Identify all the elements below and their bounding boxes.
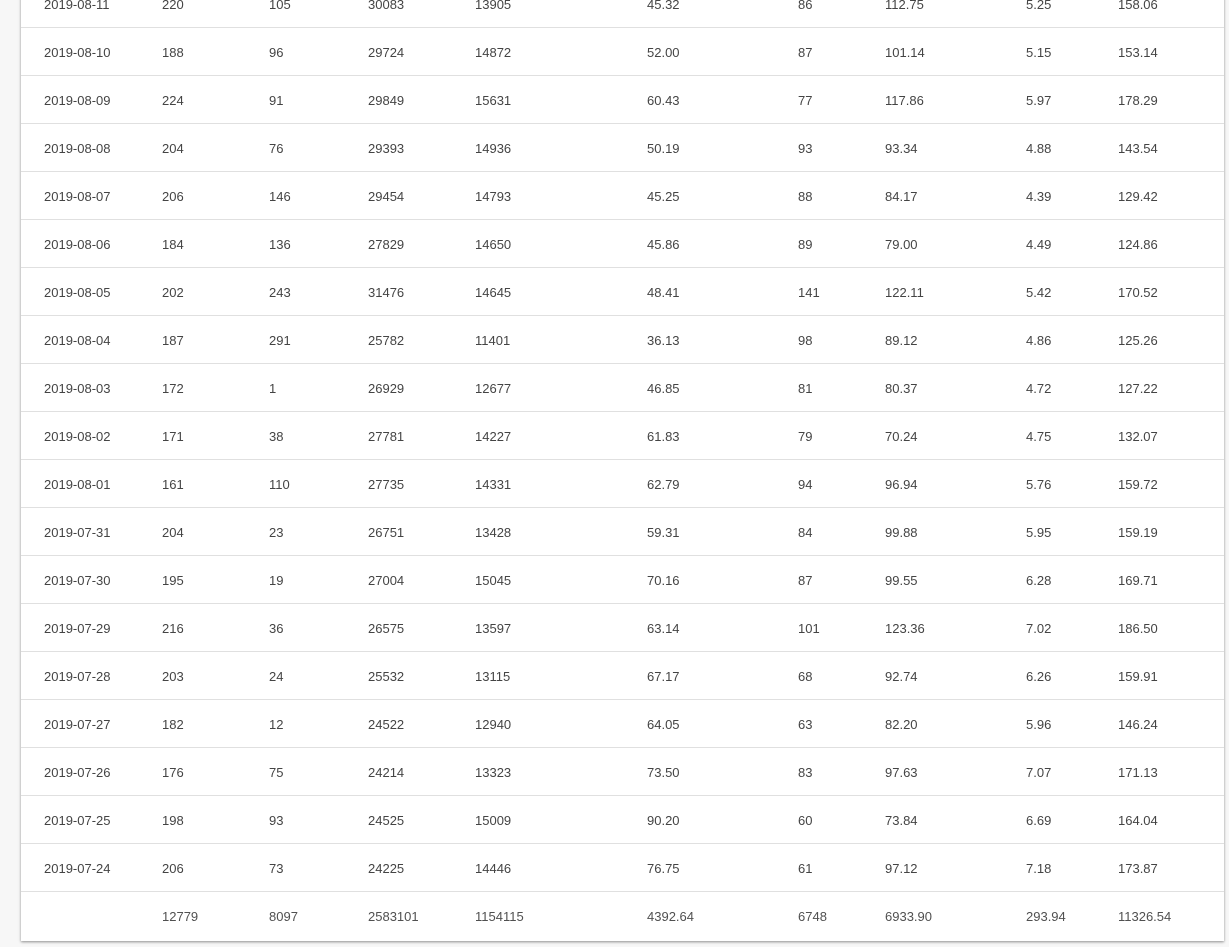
total-cell: 1154115 xyxy=(475,909,524,924)
table-row xyxy=(21,269,1224,316)
table-cell: 52.00 xyxy=(647,45,680,60)
table-cell: 75 xyxy=(269,765,284,780)
table-cell: 164.04 xyxy=(1118,813,1158,828)
date-cell: 2019-08-04 xyxy=(44,333,111,348)
table-cell: 63 xyxy=(798,717,813,732)
table-cell: 88 xyxy=(798,189,813,204)
table-cell: 90.20 xyxy=(647,813,680,828)
table-cell: 73 xyxy=(269,861,284,876)
date-cell: 2019-08-01 xyxy=(44,477,111,492)
table-cell: 27829 xyxy=(368,237,405,252)
table-cell: 203 xyxy=(162,669,184,684)
table-row xyxy=(21,701,1224,748)
table-cell: 26575 xyxy=(368,621,405,636)
table-cell: 132.07 xyxy=(1118,429,1158,444)
table-cell: 31476 xyxy=(368,285,405,300)
table-cell: 38 xyxy=(269,429,284,444)
date-cell: 2019-08-08 xyxy=(44,141,111,156)
table-cell: 198 xyxy=(162,813,184,828)
table-cell: 204 xyxy=(162,141,184,156)
table-cell: 26929 xyxy=(368,381,405,396)
total-cell: 8097 xyxy=(269,909,298,924)
table-cell: 84.17 xyxy=(885,189,918,204)
table-cell: 5.97 xyxy=(1026,93,1052,108)
table-cell: 29849 xyxy=(368,93,405,108)
table-cell: 30083 xyxy=(368,0,405,12)
table-cell: 27735 xyxy=(368,477,405,492)
table-cell: 89 xyxy=(798,237,813,252)
date-cell: 2019-08-09 xyxy=(44,93,111,108)
table-cell: 105 xyxy=(269,0,291,12)
table-row xyxy=(21,605,1224,652)
table-cell: 45.32 xyxy=(647,0,680,12)
table-row xyxy=(21,413,1224,460)
table-cell: 117.86 xyxy=(885,93,924,108)
table-cell: 99.88 xyxy=(885,525,918,540)
table-cell: 45.25 xyxy=(647,189,680,204)
table-cell: 73.50 xyxy=(647,765,680,780)
table-cell: 176 xyxy=(162,765,184,780)
table-cell: 4.75 xyxy=(1026,429,1052,444)
table-cell: 153.14 xyxy=(1118,45,1158,60)
table-cell: 50.19 xyxy=(647,141,680,156)
table-cell: 81 xyxy=(798,381,813,396)
table-cell: 178.29 xyxy=(1118,93,1158,108)
table-cell: 170.52 xyxy=(1118,285,1158,300)
table-cell: 46.85 xyxy=(647,381,680,396)
table-cell: 5.95 xyxy=(1026,525,1052,540)
date-cell: 2019-07-26 xyxy=(44,765,111,780)
table-cell: 220 xyxy=(162,0,184,12)
table-cell: 97.63 xyxy=(885,765,918,780)
table-cell: 14446 xyxy=(475,861,512,876)
table-cell: 97.12 xyxy=(885,861,918,876)
table-row xyxy=(21,509,1224,556)
table-cell: 123.36 xyxy=(885,621,925,636)
table-cell: 25782 xyxy=(368,333,405,348)
table-row xyxy=(21,317,1224,364)
table-cell: 15009 xyxy=(475,813,512,828)
table-cell: 13428 xyxy=(475,525,512,540)
table-cell: 7.18 xyxy=(1026,861,1052,876)
table-row xyxy=(21,557,1224,604)
table-cell: 187 xyxy=(162,333,184,348)
table-cell: 63.14 xyxy=(647,621,680,636)
table-cell: 4.39 xyxy=(1026,189,1052,204)
table-cell: 27004 xyxy=(368,573,405,588)
table-cell: 1 xyxy=(269,381,277,396)
table-cell: 64.05 xyxy=(647,717,680,732)
table-cell: 79 xyxy=(798,429,813,444)
table-cell: 61 xyxy=(798,861,813,876)
table-cell: 13115 xyxy=(475,669,511,684)
table-cell: 98 xyxy=(798,333,813,348)
table-cell: 73.84 xyxy=(885,813,918,828)
table-cell: 11401 xyxy=(475,333,511,348)
table-cell: 48.41 xyxy=(647,285,680,300)
table-cell: 93 xyxy=(798,141,813,156)
table-cell: 6.26 xyxy=(1026,669,1052,684)
table-row xyxy=(21,77,1224,124)
table-cell: 76 xyxy=(269,141,284,156)
table-cell: 7.07 xyxy=(1026,765,1052,780)
table-cell: 60 xyxy=(798,813,813,828)
table-cell: 110 xyxy=(269,477,290,492)
table-cell: 13905 xyxy=(475,0,512,12)
table-cell: 59.31 xyxy=(647,525,680,540)
table-cell: 206 xyxy=(162,189,184,204)
table-cell: 5.42 xyxy=(1026,285,1052,300)
total-cell: 6933.90 xyxy=(885,909,932,924)
table-cell: 184 xyxy=(162,237,184,252)
table-cell: 91 xyxy=(269,93,284,108)
table-cell: 77 xyxy=(798,93,813,108)
table-cell: 25532 xyxy=(368,669,405,684)
table-cell: 87 xyxy=(798,573,813,588)
table-row xyxy=(21,0,1224,28)
table-row xyxy=(21,221,1224,268)
table-cell: 29393 xyxy=(368,141,405,156)
total-cell: 4392.64 xyxy=(647,909,694,924)
total-cell: 11326.54 xyxy=(1118,909,1172,924)
table-cell: 92.74 xyxy=(885,669,918,684)
table-cell: 158.06 xyxy=(1118,0,1158,12)
table-cell: 101 xyxy=(798,621,820,636)
table-cell: 27781 xyxy=(368,429,405,444)
table-row xyxy=(21,29,1224,76)
table-cell: 206 xyxy=(162,861,184,876)
table-cell: 4.49 xyxy=(1026,237,1052,252)
table-cell: 172 xyxy=(162,381,184,396)
table-cell: 4.88 xyxy=(1026,141,1052,156)
table-cell: 6.69 xyxy=(1026,813,1052,828)
table-cell: 96.94 xyxy=(885,477,918,492)
table-cell: 36.13 xyxy=(647,333,680,348)
table-cell: 89.12 xyxy=(885,333,918,348)
table-cell: 23 xyxy=(269,525,284,540)
date-cell: 2019-08-02 xyxy=(44,429,111,444)
table-cell: 159.91 xyxy=(1118,669,1158,684)
table-cell: 5.15 xyxy=(1026,45,1052,60)
total-cell: 12779 xyxy=(162,909,199,924)
date-cell: 2019-08-06 xyxy=(44,237,111,252)
table-cell: 169.71 xyxy=(1118,573,1158,588)
table-cell: 171 xyxy=(162,429,184,444)
table-cell: 5.25 xyxy=(1026,0,1052,12)
table-row xyxy=(21,365,1224,412)
total-cell: 293.94 xyxy=(1026,909,1066,924)
table-cell: 186.50 xyxy=(1118,621,1158,636)
table-cell: 86 xyxy=(798,0,813,12)
table-cell: 24 xyxy=(269,669,284,684)
table-cell: 243 xyxy=(269,285,291,300)
table-cell: 188 xyxy=(162,45,184,60)
table-cell: 202 xyxy=(162,285,184,300)
table-cell: 14872 xyxy=(475,45,512,60)
table-cell: 4.72 xyxy=(1026,381,1052,396)
table-cell: 141 xyxy=(798,285,820,300)
table-row xyxy=(21,653,1224,700)
table-cell: 15631 xyxy=(475,93,512,108)
table-row xyxy=(21,797,1224,844)
table-cell: 24214 xyxy=(368,765,405,780)
table-cell: 84 xyxy=(798,525,813,540)
table-cell: 67.17 xyxy=(647,669,680,684)
table-cell: 19 xyxy=(269,573,284,588)
table-row xyxy=(21,173,1224,220)
table-cell: 60.43 xyxy=(647,93,680,108)
table-cell: 24522 xyxy=(368,717,405,732)
table-cell: 5.96 xyxy=(1026,717,1052,732)
table-cell: 62.79 xyxy=(647,477,680,492)
date-cell: 2019-07-30 xyxy=(44,573,111,588)
table-cell: 45.86 xyxy=(647,237,680,252)
table-row xyxy=(21,749,1224,796)
date-cell: 2019-07-27 xyxy=(44,717,111,732)
table-cell: 125.26 xyxy=(1118,333,1158,348)
table-cell: 94 xyxy=(798,477,813,492)
table-cell: 61.83 xyxy=(647,429,680,444)
table-cell: 182 xyxy=(162,717,184,732)
table-cell: 143.54 xyxy=(1118,141,1158,156)
table-cell: 6.28 xyxy=(1026,573,1052,588)
table-cell: 195 xyxy=(162,573,184,588)
table-cell: 224 xyxy=(162,93,184,108)
table-cell: 173.87 xyxy=(1118,861,1158,876)
date-cell: 2019-07-24 xyxy=(44,861,111,876)
table-cell: 124.86 xyxy=(1118,237,1158,252)
table-cell: 127.22 xyxy=(1118,381,1158,396)
table-cell: 146 xyxy=(269,189,291,204)
table-totals-row xyxy=(21,893,1224,940)
table-cell: 171.13 xyxy=(1118,765,1158,780)
date-cell: 2019-07-25 xyxy=(44,813,111,828)
table-cell: 204 xyxy=(162,525,184,540)
table-cell: 70.16 xyxy=(647,573,680,588)
date-cell: 2019-08-03 xyxy=(44,381,111,396)
table-cell: 82.20 xyxy=(885,717,918,732)
date-cell: 2019-08-11 xyxy=(44,0,110,12)
table-cell: 161 xyxy=(162,477,184,492)
table-cell: 14793 xyxy=(475,189,512,204)
table-cell: 70.24 xyxy=(885,429,918,444)
table-cell: 129.42 xyxy=(1118,189,1158,204)
table-cell: 159.19 xyxy=(1118,525,1158,540)
table-cell: 12 xyxy=(269,717,284,732)
table-cell: 24525 xyxy=(368,813,405,828)
table-cell: 68 xyxy=(798,669,813,684)
table-cell: 291 xyxy=(269,333,291,348)
table-cell: 93 xyxy=(269,813,284,828)
date-cell: 2019-08-07 xyxy=(44,189,111,204)
table-cell: 13597 xyxy=(475,621,512,636)
table-cell: 101.14 xyxy=(885,45,925,60)
table-cell: 216 xyxy=(162,621,184,636)
table-cell: 7.02 xyxy=(1026,621,1052,636)
date-cell: 2019-07-31 xyxy=(44,525,111,540)
table-cell: 12677 xyxy=(475,381,512,396)
table-cell: 26751 xyxy=(368,525,405,540)
date-cell: 2019-07-29 xyxy=(44,621,111,636)
table-cell: 159.72 xyxy=(1118,477,1158,492)
table-cell: 122.11 xyxy=(885,285,924,300)
table-cell: 36 xyxy=(269,621,284,636)
table-cell: 14227 xyxy=(475,429,512,444)
date-cell: 2019-08-10 xyxy=(44,45,111,60)
table-cell: 93.34 xyxy=(885,141,918,156)
table-cell: 14650 xyxy=(475,237,512,252)
table-cell: 79.00 xyxy=(885,237,918,252)
date-cell: 2019-08-05 xyxy=(44,285,111,300)
table-cell: 4.86 xyxy=(1026,333,1052,348)
table-cell: 15045 xyxy=(475,573,512,588)
table-row xyxy=(21,125,1224,172)
table-cell: 83 xyxy=(798,765,813,780)
total-cell: 6748 xyxy=(798,909,827,924)
table-cell: 146.24 xyxy=(1118,717,1158,732)
table-cell: 12940 xyxy=(475,717,512,732)
table-cell: 136 xyxy=(269,237,291,252)
table-row xyxy=(21,461,1224,508)
table-cell: 5.76 xyxy=(1026,477,1052,492)
table-cell: 76.75 xyxy=(647,861,680,876)
table-cell: 24225 xyxy=(368,861,405,876)
data-table-card xyxy=(21,0,1224,941)
table-cell: 96 xyxy=(269,45,284,60)
table-cell: 112.75 xyxy=(885,0,924,12)
total-cell: 2583101 xyxy=(368,909,419,924)
table-cell: 14645 xyxy=(475,285,512,300)
table-cell: 99.55 xyxy=(885,573,918,588)
table-cell: 29454 xyxy=(368,189,405,204)
table-row xyxy=(21,845,1224,892)
table-cell: 14331 xyxy=(475,477,512,492)
date-cell: 2019-07-28 xyxy=(44,669,111,684)
table-cell: 87 xyxy=(798,45,813,60)
table-cell: 13323 xyxy=(475,765,512,780)
table-cell: 29724 xyxy=(368,45,405,60)
table-cell: 14936 xyxy=(475,141,512,156)
table-cell: 80.37 xyxy=(885,381,918,396)
